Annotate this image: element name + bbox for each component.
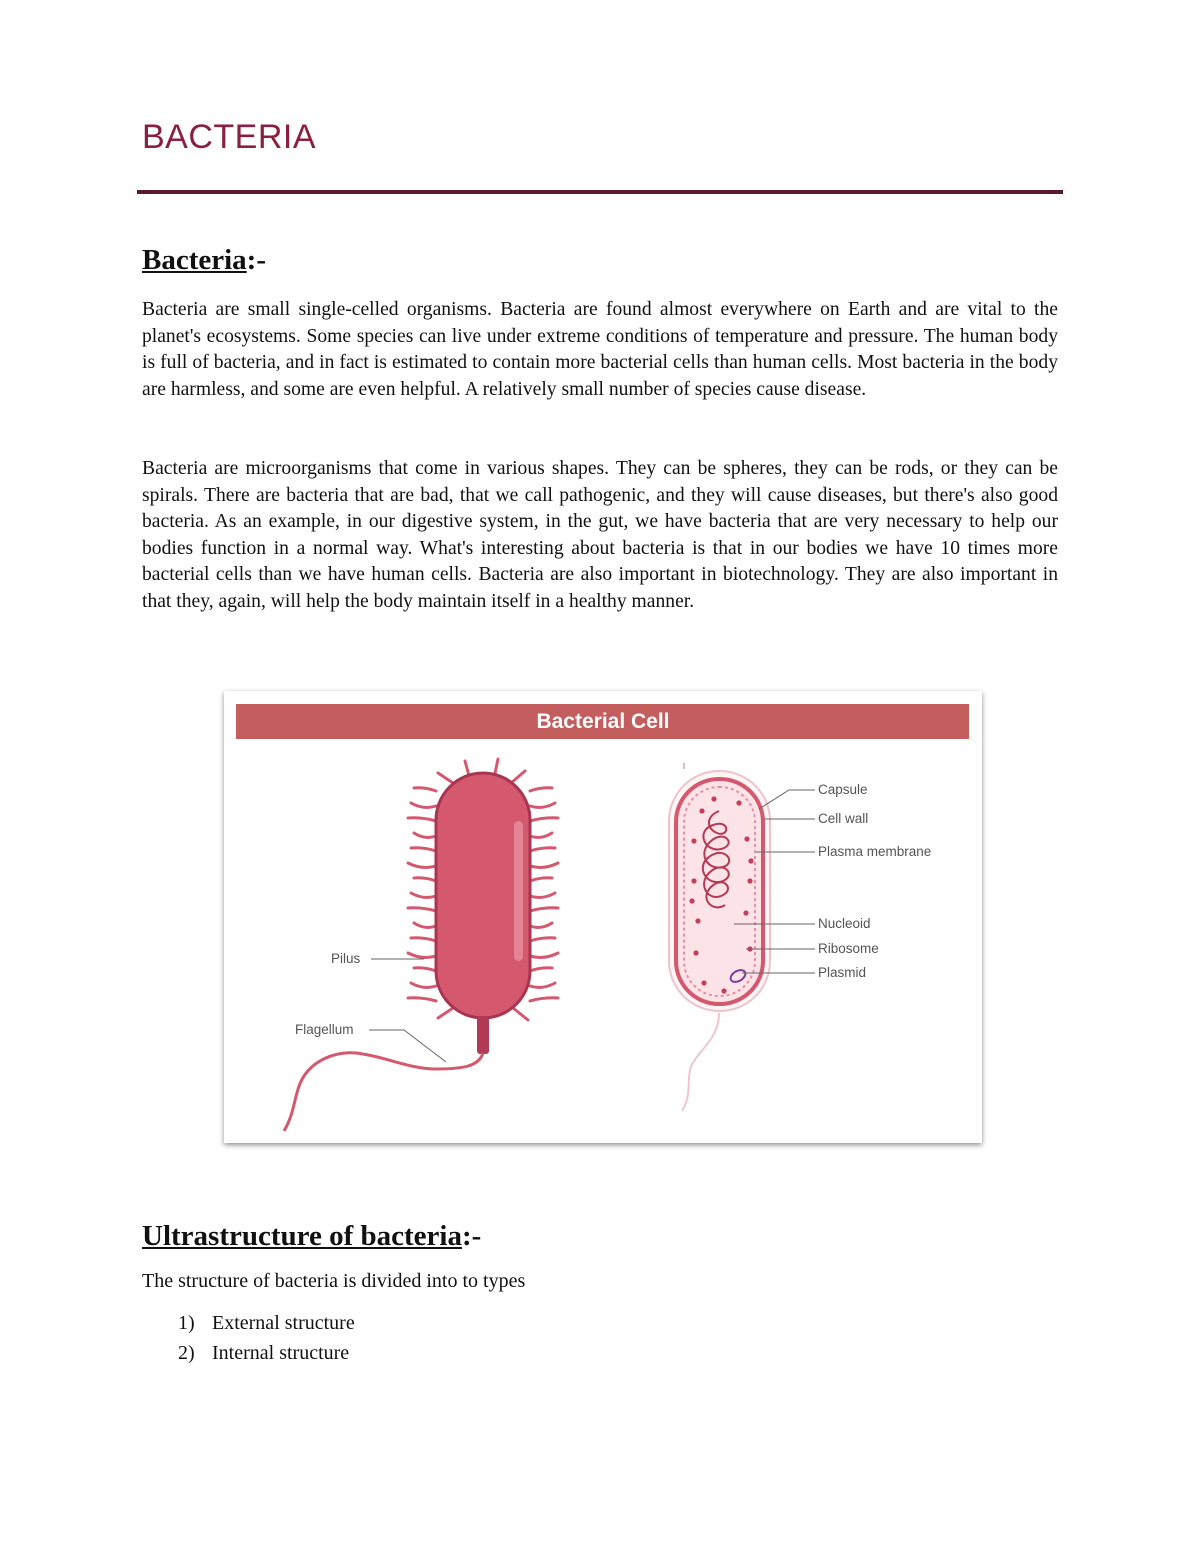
title-divider <box>137 190 1063 194</box>
pilus-strand <box>438 1008 453 1018</box>
cell-highlight <box>514 821 523 961</box>
pilus-strand <box>414 923 436 927</box>
section-heading-bacteria <box>142 244 266 277</box>
bacterial-cell-diagram <box>224 691 982 1143</box>
list-item-text: Internal structure <box>212 1342 350 1364</box>
pilus-strand <box>438 773 453 783</box>
pilus-strand <box>411 848 436 851</box>
ribosome-dot <box>699 808 704 813</box>
pilus-strand <box>408 953 436 957</box>
ribosome-dot <box>744 836 749 841</box>
pilus-strand <box>530 788 552 791</box>
paragraph-structure-intro: The structure of bacteria is divided into to types <box>142 1270 526 1292</box>
pilus-strand <box>530 953 558 957</box>
pilus-strand <box>530 833 552 837</box>
pilus-strand <box>530 803 555 807</box>
ribosome-dot <box>689 898 694 903</box>
ribosome-dot <box>691 878 696 883</box>
list-item-text: External structure <box>212 1312 355 1334</box>
label-ribosome: Ribosome <box>818 941 879 956</box>
figure-title: Bacterial Cell <box>536 710 670 733</box>
paragraph-intro: Bacteria are small single-celled organisms. Bacteria are found almost everywhere on Earth and are vital to the planet's ecosystems. Some species can live under extreme conditions of temperature and pressure. The human body is full of bacteria, and in fact is estimated to contain more bacterial cells than human cells. Most bacteria in the body are harmless, and some are even helpful. A relatively small number of species cause disease. <box>142 299 1058 400</box>
pilus-strand <box>411 983 436 987</box>
list-item <box>178 1308 355 1338</box>
section-heading-ultrastructure <box>142 1220 481 1253</box>
paragraph-shapes: Bacteria are microorganisms that come in various shapes. They can be spheres, they can be rods, or they can be spirals. There are bacteria that are bad, that we call pathogenic, and they will cause diseases, but there's also good bacteria. As an example, in our digestive system, in the gut, we have bacteria that are very necessary to help our bodies function in a normal way. What's interesting about bacteria is that in our bodies we have 10 times more bacterial cells than we have human cells. Bacteria are also important in biotechnology. They are also important in that they, again, will help the body maintain itself in a healthy manner. <box>142 458 1058 612</box>
pilus-strand <box>411 938 436 941</box>
pilus-strand <box>408 818 436 821</box>
pilus-strand <box>530 998 558 1001</box>
ribosome-dot <box>721 988 726 993</box>
label-pilus: Pilus <box>331 951 361 966</box>
pilus-strand <box>530 983 555 987</box>
pilus-strand <box>414 788 436 791</box>
pilus-strand <box>414 968 436 971</box>
label-nucleoid: Nucleoid <box>818 916 871 931</box>
pilus-strand <box>530 818 558 821</box>
section-heading-suffix: :- <box>246 244 266 276</box>
pilus-strand <box>513 1008 528 1020</box>
cell-wall <box>676 779 763 1004</box>
pilus-strand <box>530 938 555 941</box>
pilus-strand <box>411 803 436 807</box>
ribosome-dot <box>748 858 753 863</box>
pilus-strand <box>530 923 552 927</box>
ribosome-dot <box>695 918 700 923</box>
ribosome-dot <box>736 800 741 805</box>
cross-section-flagellum <box>682 1013 719 1111</box>
label-plasmid: Plasmid <box>818 965 867 980</box>
flagellum <box>284 1053 483 1131</box>
ribosome-dot <box>691 838 696 843</box>
ribosome-dot <box>693 950 698 955</box>
label-plasma-membrane: Plasma membrane <box>818 844 932 859</box>
ribosome-dot <box>747 878 752 883</box>
pilus-strand <box>511 771 525 783</box>
list-item-number: 2) <box>178 1342 195 1364</box>
pilus-strand <box>530 848 555 851</box>
bacterium-cross-section <box>669 763 770 1111</box>
section-heading-text: Bacteria <box>142 244 247 276</box>
label-capsule: Capsule <box>818 782 868 797</box>
bacterium-whole-illustration <box>284 759 558 1131</box>
ribosome-dot <box>701 980 706 985</box>
label-cell-wall: Cell wall <box>818 811 869 826</box>
flagellum-hook <box>477 1016 489 1054</box>
pilus-strand <box>408 908 436 911</box>
pilus-strand <box>414 878 436 881</box>
pilus-strand <box>530 968 552 971</box>
pilus-strand <box>414 833 436 837</box>
structure-type-list <box>178 1308 355 1368</box>
section-heading-suffix: :- <box>461 1220 482 1252</box>
pilus-strand <box>530 878 552 881</box>
pilus-strand <box>530 908 558 911</box>
list-item <box>178 1338 355 1368</box>
label-flagellum: Flagellum <box>295 1022 354 1037</box>
list-item-number: 1) <box>178 1312 195 1334</box>
pilus-strand <box>408 863 436 867</box>
bacterial-cell-figure <box>224 691 982 1143</box>
section-heading-text: Ultrastructure of bacteria <box>142 1220 462 1252</box>
pilus-strand <box>408 998 436 1001</box>
ribosome-dot <box>711 796 716 801</box>
ribosome-dot <box>743 910 748 915</box>
pilus-strand <box>530 893 555 897</box>
page-title: BACTERIA <box>142 118 317 156</box>
pilus-strand <box>411 893 436 897</box>
pilus-strand <box>530 863 558 867</box>
